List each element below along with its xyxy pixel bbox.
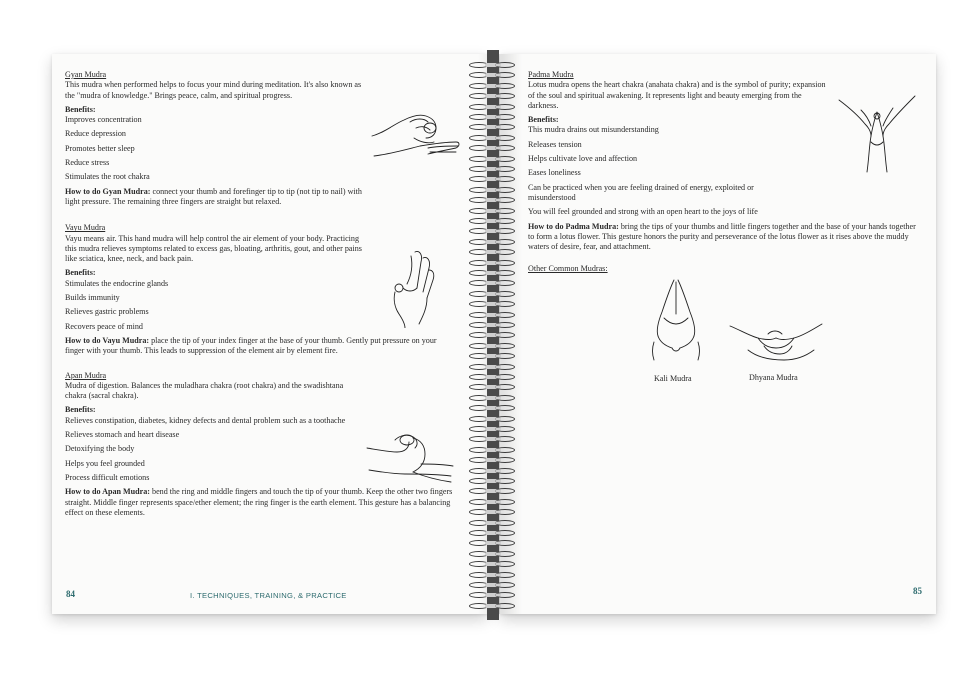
running-title: I. TECHNIQUES, TRAINING, & PRACTICE (190, 591, 347, 600)
benefit-item: Reduce depression (65, 129, 126, 139)
gyan-how-label: How to do Gyan Mudra: (65, 186, 151, 196)
apan-heading: Apan Mudra (65, 370, 107, 380)
benefit-item: Improves concentration (65, 115, 142, 125)
padma-heading: Padma Mudra (528, 70, 574, 79)
spiral-ring (469, 218, 517, 224)
vayu-description: Vayu means air. This hand mudra will help control the air element of your body. Practicing this mudra relieves symptoms related to excess gas, bloating, arthritis, gout, and other pains like sciatica, knee, neck, and back pain. (65, 233, 362, 264)
spiral-ring (469, 239, 517, 245)
spiral-ring (469, 384, 517, 390)
spiral-ring (469, 551, 517, 557)
gyan-how-text: connect your thumb and forefinger tip to tip (not tip to nail) with light pressure. The remaining three fingers are straight but relaxed. (65, 186, 362, 206)
padma-how-to (528, 222, 916, 253)
vayu-mudra-hand-illustration (385, 248, 437, 328)
apan-benefits-label: Benefits: (65, 405, 96, 415)
spiral-ring (469, 249, 517, 255)
spiral-ring (469, 603, 517, 609)
spiral-ring (469, 322, 517, 328)
spiral-ring (469, 104, 517, 110)
vayu-benefits-label: Benefits: (65, 268, 96, 278)
spiral-ring (469, 509, 517, 515)
vayu-how-to (65, 336, 453, 357)
spiral-ring (469, 499, 517, 505)
spiral-ring (469, 270, 517, 276)
spiral-ring (469, 478, 517, 484)
benefit-item: Helps cultivate love and affection (528, 154, 638, 164)
spiral-ring (469, 353, 517, 359)
spiral-ring (469, 468, 517, 474)
left-page-number: 84 (66, 589, 75, 599)
spiral-ring (469, 176, 517, 182)
padma-benefits-label: Benefits: (528, 115, 559, 125)
benefit-item: Recovers peace of mind (65, 321, 143, 331)
benefit-item: This mudra drains out misunderstanding (528, 125, 659, 135)
benefit-item: Relieves gastric problems (65, 307, 149, 317)
spiral-ring (469, 540, 517, 546)
spiral-ring (469, 426, 517, 432)
spiral-ring (469, 572, 517, 578)
benefit-item: Relieves constipation, diabetes, kidney defects and dental problem such as a toothache (65, 415, 346, 425)
spiral-ring (469, 530, 517, 536)
padma-description: Lotus mudra opens the heart chakra (anahata chakra) and is the symbol of purity; expansion of the soul and spiritual awakening. It represents light and beauty emerging from the darkness. (528, 80, 826, 110)
spiral-ring (469, 208, 517, 214)
benefit-item: Process difficult emotions (65, 472, 150, 482)
spiral-ring (469, 312, 517, 318)
apan-mudra-hand-illustration (365, 430, 457, 486)
benefit-item: Detoxifying the body (65, 444, 135, 454)
padma-mudra-hands-illustration (835, 92, 919, 178)
spiral-ring (469, 457, 517, 463)
spiral-ring (469, 72, 517, 78)
benefit-item: Helps you feel grounded (65, 458, 145, 468)
spiral-ring (469, 395, 517, 401)
spiral-ring (469, 83, 517, 89)
spiral-ring (469, 260, 517, 266)
benefit-item: Eases loneliness (528, 168, 581, 178)
kali-mudra-caption: Kali Mudra (654, 374, 692, 383)
spiral-ring (469, 280, 517, 286)
spiral-ring (469, 124, 517, 130)
spiral-ring (469, 436, 517, 442)
spiral-ring (469, 447, 517, 453)
other-mudras-heading: Other Common Mudras: (528, 264, 608, 274)
gyan-benefits-label: Benefits: (65, 104, 96, 114)
padma-how-text: bring the tips of your thumbs and little fingers together and the base of your hands together to form a lotus flower. This gesture honors the purity and perseverance of the lotus flower as it rises above the muddy waters of desire, fear, and attachment. (528, 221, 916, 252)
apan-how-text: bend the ring and middle fingers and touch the tip of your thumb. Keep the other two fingers straight. Middle finger represents space/ether element; the ring finger is the earth element. This gesture has a balancing effect on these elements. (65, 487, 453, 517)
spiral-ring (469, 187, 517, 193)
gyan-mudra-hand-illustration (370, 108, 462, 164)
spiral-ring (469, 416, 517, 422)
right-page-content (528, 70, 916, 275)
spiral-ring (469, 197, 517, 203)
vayu-how-label: How to do Vayu Mudra: (65, 335, 150, 345)
benefit-item: Stimulates the endocrine glands (65, 278, 169, 288)
benefit-item: Stimulates the root chakra (65, 172, 150, 182)
spiral-ring (469, 301, 517, 307)
spiral-ring (469, 488, 517, 494)
vayu-heading: Vayu Mudra (65, 223, 106, 233)
spiral-ring (469, 374, 517, 380)
spiral-ring (469, 582, 517, 588)
spiral-ring (469, 343, 517, 349)
spiral-ring (469, 62, 517, 68)
spiral-ring (469, 156, 517, 162)
vayu-how-text: place the tip of your index finger at the base of your thumb. Gently put pressure on your finger with your thumb. This leads to suppression of the element air by element fire. (65, 335, 437, 356)
kali-mudra-hands-illustration (648, 278, 704, 362)
gyan-heading: Gyan Mudra (65, 70, 107, 79)
benefit-item: Relieves stomach and heart disease (65, 430, 180, 440)
benefit-item: Promotes better sleep (65, 143, 135, 153)
benefit-item: You will feel grounded and strong with an open heart to the joys of life (528, 207, 758, 217)
spiral-ring (469, 291, 517, 297)
spiral-ring (469, 364, 517, 370)
right-page-number: 85 (913, 586, 922, 596)
spiral-ring (469, 135, 517, 141)
padma-how-label: How to do Padma Mudra: (528, 221, 619, 231)
spiral-ring (469, 93, 517, 99)
spiral-ring (469, 592, 517, 598)
gyan-description: This mudra when performed helps to focus your mind during meditation. It's also known as the "mudra of knowledge." Brings peace, calm, and spiritual progress. (65, 80, 362, 100)
gyan-how-to (65, 187, 365, 208)
benefit-item: Builds immunity (65, 293, 120, 303)
spiral-ring (469, 228, 517, 234)
spiral-ring (469, 145, 517, 151)
apan-how-to (65, 487, 453, 518)
dhyana-mudra-caption: Dhyana Mudra (749, 373, 798, 382)
spiral-ring (469, 520, 517, 526)
spiral-ring (469, 561, 517, 567)
left-page-content (65, 70, 453, 522)
apan-how-label: How to do Apan Mudra: (65, 487, 150, 497)
spiral-ring (469, 332, 517, 338)
apan-description: Mudra of digestion. Balances the muladhara chakra (root chakra) and the swadishtana chakra (sacral chakra). (65, 380, 344, 401)
benefit-item: Reduce stress (65, 158, 110, 168)
dhyana-mudra-hands-illustration (728, 320, 824, 362)
benefit-item: Releases tension (528, 139, 582, 149)
benefit-item: Can be practiced when you are feeling drained of energy, exploited or misunderstood (528, 182, 754, 202)
spiral-ring (469, 166, 517, 172)
spiral-ring (469, 405, 517, 411)
spiral-ring (469, 114, 517, 120)
